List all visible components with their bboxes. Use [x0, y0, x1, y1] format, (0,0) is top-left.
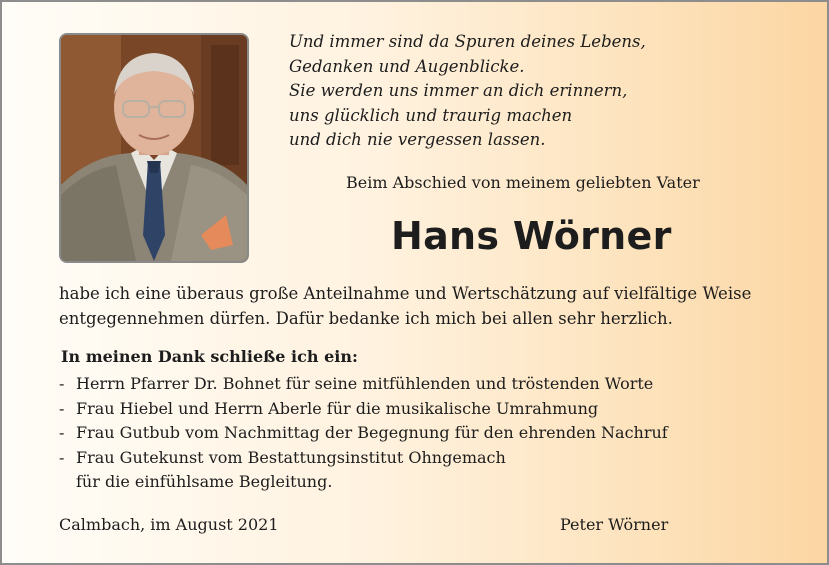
poem — [289, 30, 646, 153]
body-line: habe ich eine überaus große Anteilnahme und Wertschätzung auf vielfältige Weise — [59, 284, 752, 303]
signature: Peter Wörner — [560, 515, 669, 534]
list-item-text: für die einfühlsame Begleitung. — [76, 472, 333, 491]
poem-line: Gedanken und Augenblicke. — [289, 56, 525, 76]
poem-line: und dich nie vergessen lassen. — [289, 130, 546, 149]
list-item-text: Frau Gutekunst vom Bestattungsinstitut Ohngemach — [76, 447, 506, 467]
list-dash: - — [59, 447, 65, 467]
poem-line: uns glücklich und traurig machen — [289, 105, 573, 125]
intro-line: Beim Abschied von meinem geliebten Vater — [346, 173, 700, 192]
thanks-list — [59, 372, 668, 495]
list-item-text: Frau Hiebel und Herrn Aberle für die musikalische Umrahmung — [76, 398, 599, 418]
portrait-photo — [59, 33, 249, 263]
list-item-continuation — [59, 470, 668, 495]
poem-line: Und immer sind da Spuren deines Lebens, — [289, 32, 646, 51]
poem-line: Sie werden uns immer an dich erinnern, — [289, 81, 628, 100]
deceased-name: Hans Wörner — [391, 214, 672, 258]
list-dash: - — [59, 374, 65, 393]
list-item — [59, 421, 668, 446]
portrait-illustration — [61, 35, 247, 261]
list-item — [59, 372, 668, 397]
list-dash: - — [59, 398, 65, 418]
thanks-heading: In meinen Dank schließe ich ein: — [61, 347, 358, 366]
list-item — [59, 446, 668, 471]
list-item — [59, 397, 668, 422]
list-item-text: Herrn Pfarrer Dr. Bohnet für seine mitfühlenden und tröstenden Worte — [76, 374, 654, 393]
body-line: entgegennehmen dürfen. Dafür bedanke ich mich bei allen sehr herzlich. — [59, 309, 673, 328]
list-dash: - — [59, 423, 65, 442]
body-text — [59, 281, 751, 331]
list-item-text: Frau Gutbub vom Nachmittag der Begegnung für den ehrenden Nachruf — [76, 423, 668, 442]
place-date: Calmbach, im August 2021 — [59, 515, 279, 534]
